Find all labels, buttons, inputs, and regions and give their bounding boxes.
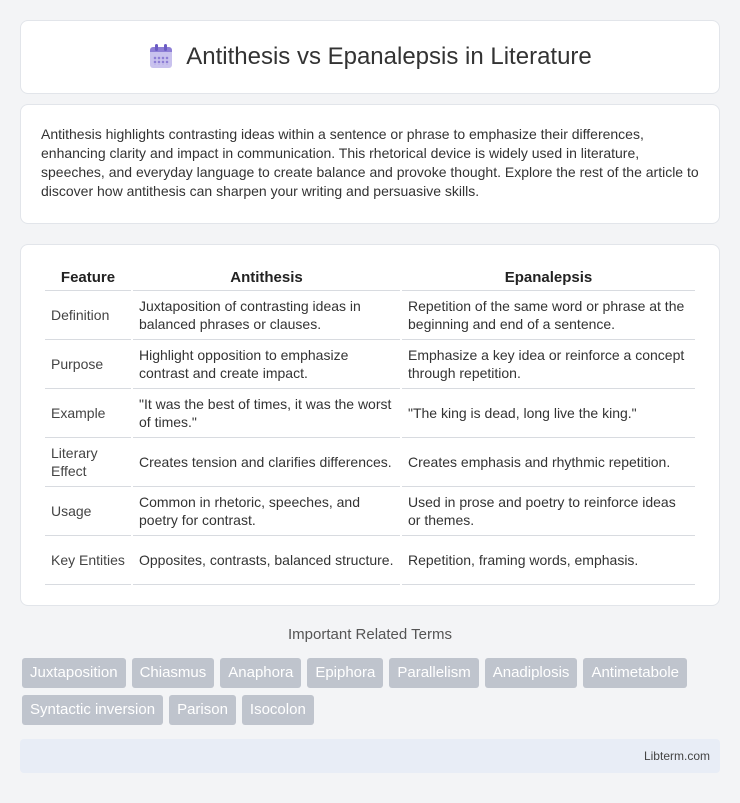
row-feature: Usage (45, 487, 131, 536)
cell-epanalepsis: Repetition of the same word or phrase at the beginning and end of a sentence. (402, 291, 695, 340)
related-term-tag[interactable]: Juxtaposition (22, 658, 126, 688)
row-feature: Definition (45, 291, 131, 340)
comparison-card (20, 244, 720, 606)
header-epanalepsis: Epanalepsis (402, 265, 695, 291)
row-feature: Key Entities (45, 536, 131, 585)
related-term-tag[interactable]: Chiasmus (132, 658, 215, 688)
intro-card (20, 104, 720, 224)
header-card (20, 20, 720, 94)
cell-antithesis: Creates tension and clarifies differences. (133, 438, 400, 487)
row-feature: Purpose (45, 340, 131, 389)
cell-antithesis: Highlight opposition to emphasize contrast and create impact. (133, 340, 400, 389)
related-term-tag[interactable]: Anaphora (220, 658, 301, 688)
cell-epanalepsis: Used in prose and poetry to reinforce ideas or themes. (402, 487, 695, 536)
related-terms-list (22, 658, 722, 725)
related-term-tag[interactable]: Anadiplosis (485, 658, 578, 688)
cell-antithesis: Opposites, contrasts, balanced structure. (133, 536, 400, 585)
table-row (45, 536, 695, 585)
related-term-tag[interactable]: Syntactic inversion (22, 695, 163, 725)
cell-antithesis: "It was the best of times, it was the worst of times." (133, 389, 400, 438)
cell-antithesis: Common in rhetoric, speeches, and poetry for contrast. (133, 487, 400, 536)
related-term-tag[interactable]: Antimetabole (583, 658, 687, 688)
related-term-tag[interactable]: Isocolon (242, 695, 314, 725)
related-terms-title: Important Related Terms (288, 626, 452, 643)
related-term-tag[interactable]: Parison (169, 695, 236, 725)
table-row (45, 487, 695, 536)
page-title: Antithesis vs Epanalepsis in Literature (186, 43, 592, 70)
intro-text: Antithesis highlights contrasting ideas within a sentence or phrase to emphasize their differences, enhancing clarity and impact in communication. This rhetorical device is widely used in literature, speeches, and everyday language to create balance and provoke thought. Explore the rest of the article to discover how antithesis can sharpen your writing and persuasive skills. (41, 126, 699, 199)
table-row (45, 291, 695, 340)
header-antithesis: Antithesis (133, 265, 400, 291)
footer (20, 739, 720, 773)
footer-brand[interactable]: Libterm.com (643, 749, 710, 763)
header-feature: Feature (45, 265, 131, 291)
table-row (45, 340, 695, 389)
table-row (45, 389, 695, 438)
row-feature: Literary Effect (45, 438, 131, 487)
calendar-icon (148, 44, 174, 70)
cell-epanalepsis: Emphasize a key idea or reinforce a concept through repetition. (402, 340, 695, 389)
comparison-table (43, 265, 697, 585)
related-term-tag[interactable]: Epiphora (307, 658, 383, 688)
related-term-tag[interactable]: Parallelism (389, 658, 478, 688)
cell-epanalepsis: "The king is dead, long live the king." (402, 389, 695, 438)
table-row (45, 438, 695, 487)
row-feature: Example (45, 389, 131, 438)
cell-epanalepsis: Creates emphasis and rhythmic repetition. (402, 438, 695, 487)
cell-antithesis: Juxtaposition of contrasting ideas in balanced phrases or clauses. (133, 291, 400, 340)
cell-epanalepsis: Repetition, framing words, emphasis. (402, 536, 695, 585)
